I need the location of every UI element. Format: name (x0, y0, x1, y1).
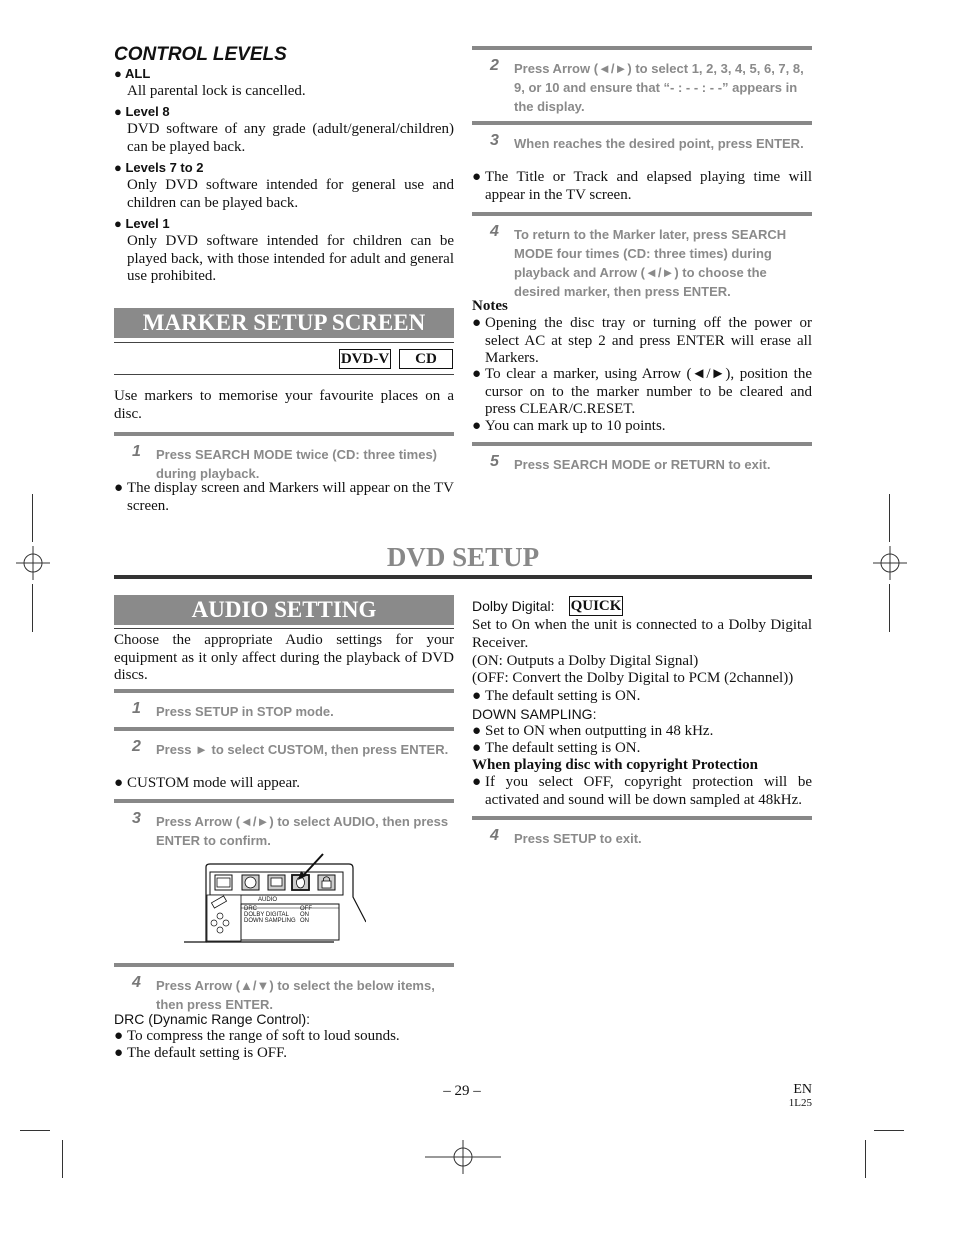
step-number: 4 (490, 827, 499, 844)
drc-bullet (114, 1045, 454, 1063)
control-level-7-2 (114, 160, 454, 212)
row-name: DOLBY DIGITAL (244, 912, 289, 918)
crop-mark (32, 584, 33, 632)
bullet-text: To clear a marker, using Arrow (◄/►), position the cursor on to the marker number to be cleared and press CLEAR/C.RESET. (485, 366, 812, 417)
step-text: Press ► to select CUSTOM, then press ENTER. (156, 742, 449, 757)
row-value: ON (300, 918, 309, 924)
audio-step-2 (114, 727, 454, 781)
control-levels-heading: CONTROL LEVELS (114, 44, 287, 65)
bullet-text: Set to ON when outputting in 48 kHz. (485, 723, 714, 739)
language-code: EN (793, 1082, 812, 1097)
step-number: 4 (490, 223, 499, 240)
dolby-label: Dolby Digital: (472, 598, 555, 614)
level-desc: DVD software of any grade (adult/general/children) can be played back. (127, 121, 454, 155)
crop-mark (865, 1140, 866, 1178)
screen-menu-row (244, 918, 334, 925)
notes-heading: Notes (472, 298, 508, 314)
bullet: ● (114, 480, 124, 496)
level-label: ALL (125, 66, 151, 81)
control-level-8 (114, 104, 454, 156)
tag-dvd-v: DVD-V (340, 351, 390, 367)
marker-step3-note (472, 169, 812, 204)
marker-step-1 (114, 432, 454, 486)
bullet: ● (114, 160, 122, 175)
step-number: 1 (132, 700, 141, 717)
row-name: DRC (244, 906, 257, 912)
marker-step-2 (472, 46, 812, 120)
step-text: Press Arrow (◄/►) to select AUDIO, then press ENTER to confirm. (156, 814, 449, 848)
step-text: Press SETUP to exit. (514, 831, 642, 846)
model-code: 1L25 (788, 1097, 812, 1109)
bullet-text: The Title or Track and elapsed playing time will appear in the TV screen. (485, 169, 812, 203)
level-label: Level 8 (125, 104, 170, 119)
note-item (472, 366, 812, 419)
dolby-off-line: (OFF: Convert the Dolby Digital to PCM (2channel)) (472, 670, 794, 686)
step-number: 5 (490, 453, 499, 470)
audio-step-3 (114, 799, 454, 853)
bullet: ● (472, 688, 482, 704)
screen-menu-title: AUDIO (258, 897, 278, 903)
note-item (472, 418, 812, 436)
tag-rule (114, 374, 454, 375)
down-sampling-label: DOWN SAMPLING: (472, 706, 597, 722)
registration-mark-bottom (425, 1140, 501, 1174)
step-text: To return to the Marker later, press SEARCH MODE four times (CD: three times) during playback and Arrow (◄/►) to choose the desired marker, then press ENTER. (514, 227, 787, 299)
level-label: Levels 7 to 2 (125, 160, 204, 175)
step-text: Press SEARCH MODE or RETURN to exit. (514, 457, 771, 472)
step-text: When reaches the desired point, press ENTER. (514, 136, 804, 151)
dvd-setup-title: DVD SETUP (386, 542, 540, 572)
level-desc: Only DVD software intended for general use and children can be played back. (127, 177, 454, 211)
step-text: Press SEARCH MODE twice (CD: three times) during playback. (156, 447, 438, 481)
down-bullet (472, 723, 812, 741)
bullet: ● (472, 366, 482, 382)
tag-cd: CD (399, 349, 453, 369)
audio-step-4 (114, 963, 454, 1017)
registration-mark-right (873, 546, 907, 580)
step-number: 3 (132, 810, 141, 827)
crop-mark (32, 494, 33, 542)
dolby-bullet (472, 688, 812, 706)
bullet: ● (114, 1028, 124, 1044)
note-item (472, 315, 812, 368)
crop-mark (62, 1140, 63, 1178)
page-number: – 29 – (443, 1083, 481, 1099)
marker-step-4 (472, 212, 812, 304)
dolby-desc: Set to On when the unit is connected to a Dolby Digital Receiver. (472, 617, 812, 651)
crop-mark (889, 584, 890, 632)
copyright-heading: When playing disc with copyright Protection (472, 757, 758, 773)
bullet: ● (472, 740, 482, 756)
step-text: Press SETUP in STOP mode. (156, 704, 334, 719)
crop-mark (874, 1130, 904, 1131)
audio-step2-note (114, 775, 454, 793)
bullet: ● (472, 315, 482, 331)
bullet: ● (472, 723, 482, 739)
bullet: ● (472, 774, 482, 790)
bullet-text: CUSTOM mode will appear. (127, 775, 301, 791)
marker-title-rule (114, 342, 454, 343)
step-text: Press Arrow (▲/▼) to select the below items, then press ENTER. (156, 978, 435, 1012)
bullet-text: The default setting is ON. (485, 740, 641, 756)
step-number: 2 (132, 738, 141, 755)
bullet: ● (114, 104, 122, 119)
bullet: ● (472, 418, 482, 434)
bullet: ● (114, 775, 124, 791)
bullet-text: If you select OFF, copyright protection will be activated and sound will be down sampled at 48kHz. (485, 774, 812, 808)
audio-setting-title: AUDIO SETTING (114, 595, 454, 625)
audio-step-1 (114, 689, 454, 727)
step-number: 3 (490, 132, 499, 149)
step-number: 4 (132, 974, 141, 991)
level-desc: All parental lock is cancelled. (127, 83, 306, 99)
audio-menu-illustration (184, 852, 366, 944)
drc-label: DRC (Dynamic Range Control): (114, 1011, 311, 1027)
marker-setup-title: MARKER SETUP SCREEN (114, 308, 454, 338)
down-bullet (472, 740, 812, 758)
bullet-text: The display screen and Markers will appear on the TV screen. (127, 480, 454, 514)
bullet-text: The default setting is OFF. (127, 1045, 288, 1061)
marker-intro: Use markers to memorise your favourite places on a disc. (114, 388, 454, 422)
marker-step1-note (114, 480, 454, 515)
drc-bullet (114, 1028, 454, 1046)
bullet-text: To compress the range of soft to loud sounds. (127, 1028, 400, 1044)
bullet: ● (114, 66, 122, 81)
bullet-text: The default setting is ON. (485, 688, 641, 704)
marker-step-3 (472, 121, 812, 175)
copyright-bullet (472, 774, 812, 809)
bullet-text: You can mark up to 10 points. (485, 418, 666, 434)
row-value: ON (300, 912, 309, 918)
bullet: ● (114, 216, 122, 231)
step-number: 1 (132, 443, 141, 460)
level-desc: Only DVD software intended for children can be played back, with those intended for adult and general use prohibited. (127, 233, 454, 284)
dolby-on-line: (ON: Outputs a Dolby Digital Signal) (472, 653, 699, 669)
audio-intro: Choose the appropriate Audio settings for your equipment as it only affect during the playback of DVD discs. (114, 632, 454, 683)
control-level-1 (114, 216, 454, 286)
bullet: ● (114, 1045, 124, 1061)
bullet: ● (472, 169, 482, 185)
crop-mark (889, 494, 890, 542)
marker-step-5 (472, 442, 812, 480)
step-text: Press Arrow (◄/►) to select 1, 2, 3, 4, 5, 6, 7, 8, 9, or 10 and ensure that “- : - - : - -” appears in the display. (514, 61, 804, 114)
quick-tag: QUICK (570, 598, 622, 614)
audio-step-4-exit (472, 816, 812, 854)
row-value: OFF (300, 906, 312, 912)
row-name: DOWN SAMPLING (244, 918, 296, 924)
control-level-all (114, 66, 454, 101)
bullet-text: Opening the disc tray or turning off the power or select AC at step 2 and press ENTER will erase all Markers. (485, 315, 812, 366)
crop-mark (20, 1130, 50, 1131)
audio-title-rule (114, 628, 454, 629)
step-number: 2 (490, 57, 499, 74)
dvd-setup-rule (114, 575, 812, 579)
level-label: Level 1 (125, 216, 170, 231)
registration-mark-left (16, 546, 50, 580)
